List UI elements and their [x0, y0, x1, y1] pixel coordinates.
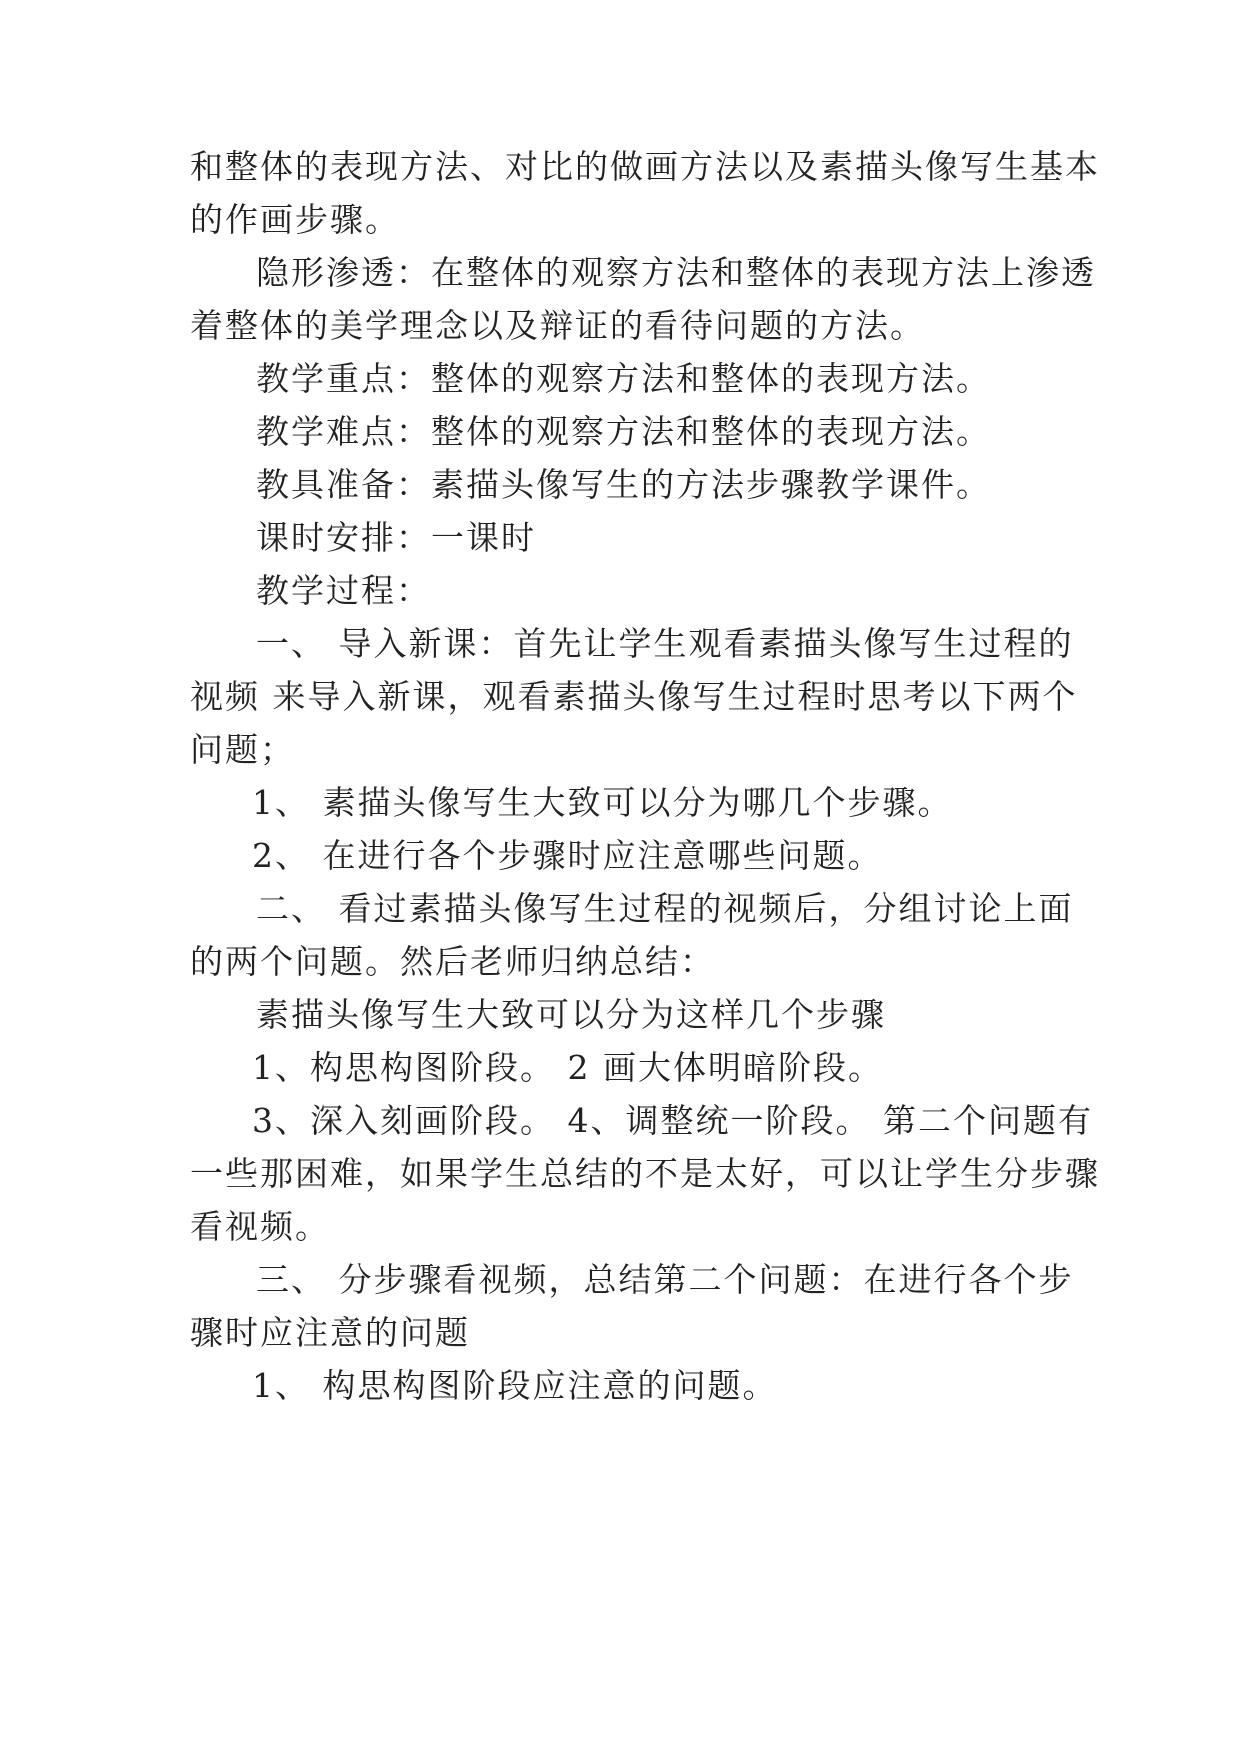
text-line: 1、构思构图阶段。 2 画大体明暗阶段。 — [252, 1048, 883, 1087]
text-line: 的作画步骤。 — [190, 200, 400, 239]
text-line: 和整体的表现方法、对比的做画方法以及素描头像写生基本 — [190, 147, 1100, 186]
text-line: 教学难点：整体的观察方法和整体的表现方法。 — [256, 412, 991, 451]
text-line: 素描头像写生大致可以分为这样几个步骤 — [256, 995, 886, 1034]
text-line: 视频 来导入新课，观看素描头像写生过程时思考以下两个 — [190, 677, 1078, 716]
text-line: 隐形渗透：在整体的观察方法和整体的表现方法上渗透 — [256, 253, 1096, 292]
text-line: 1、 素描头像写生大致可以分为哪几个步骤。 — [252, 783, 953, 822]
text-line: 课时安排：一课时 — [256, 518, 536, 557]
text-line: 一、 导入新课：首先让学生观看素描头像写生过程的 — [256, 624, 1074, 663]
text-line: 2、 在进行各个步骤时应注意哪些问题。 — [252, 836, 883, 875]
text-line: 骤时应注意的问题 — [190, 1313, 470, 1352]
text-line: 教学重点：整体的观察方法和整体的表现方法。 — [256, 359, 991, 398]
text-line: 1、 构思构图阶段应注意的问题。 — [252, 1366, 778, 1405]
text-line: 二、 看过素描头像写生过程的视频后，分组讨论上面 — [256, 889, 1074, 928]
text-line: 问题； — [190, 730, 295, 769]
text-line: 的两个问题。然后老师归纳总结： — [190, 942, 715, 981]
text-line: 3、深入刻画阶段。 4、调整统一阶段。 第二个问题有 — [252, 1101, 1093, 1140]
text-line: 着整体的美学理念以及辩证的看待问题的方法。 — [190, 306, 925, 345]
text-line: 看视频。 — [190, 1207, 330, 1246]
text-line: 教具准备：素描头像写生的方法步骤教学课件。 — [256, 465, 991, 504]
text-line: 一些那困难，如果学生总结的不是太好，可以让学生分步骤 — [190, 1154, 1100, 1193]
text-line: 教学过程： — [256, 571, 431, 610]
text-line: 三、 分步骤看视频，总结第二个问题：在进行各个步 — [256, 1260, 1074, 1299]
